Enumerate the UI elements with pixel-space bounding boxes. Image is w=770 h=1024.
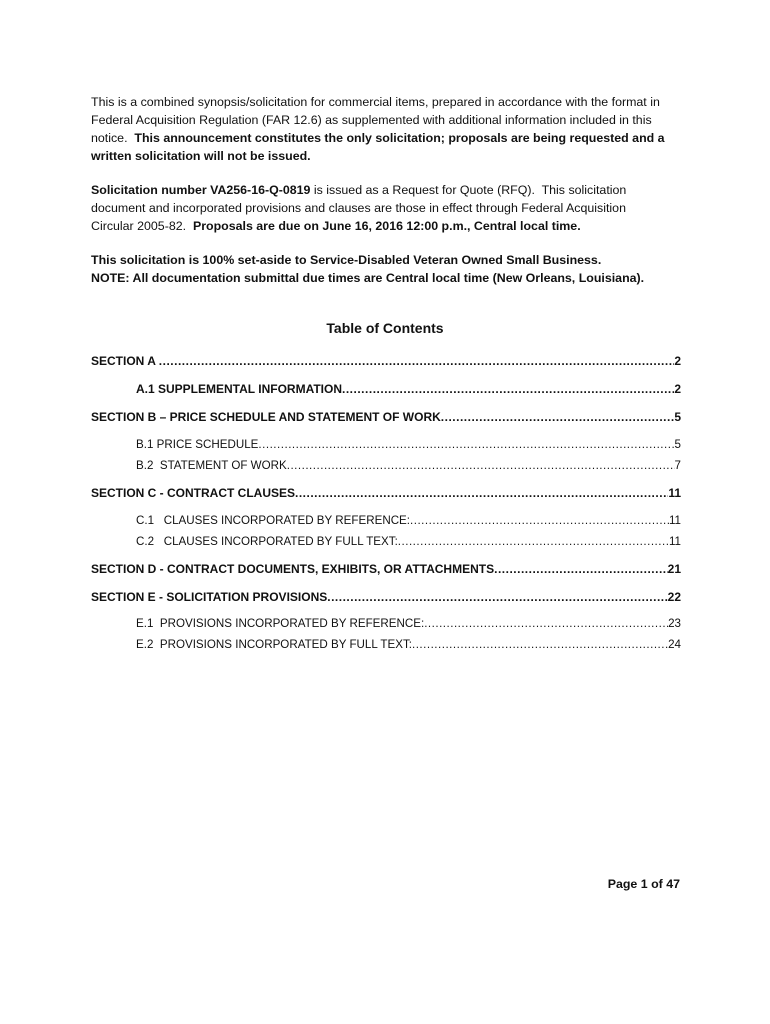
text-line: [91, 269, 691, 287]
page-number: Page 1 of 47: [607, 877, 680, 891]
text-line: [91, 129, 691, 147]
toc-entry-c2[interactable]: [136, 535, 681, 548]
toc-entry-label: E.1 PROVISIONS INCORPORATED BY REFERENCE:: [136, 617, 425, 630]
text-line: This is a combined synopsis/solicitation for commercial items, prepared in accordance with the format in: [91, 95, 660, 109]
toc-entry-label: SECTION D - CONTRACT DOCUMENTS, EXHIBITS, OR ATTACHMENTS: [91, 562, 495, 576]
intro-paragraph-solicitation-number: [91, 181, 691, 235]
bold-text-run: written solicitation will not be issued.: [91, 149, 311, 163]
toc-leader-dots: [287, 459, 675, 472]
toc-leader-dots: [258, 438, 674, 451]
toc-entry-page: 5: [674, 410, 681, 424]
toc-leader-dots: [441, 410, 675, 424]
toc-entry-label: B.1 PRICE SCHEDULE: [136, 438, 259, 451]
toc-entry-e1[interactable]: [136, 617, 681, 630]
due-date-text: Proposals are due on June 16, 2016 12:00 p.m., Central local time.: [192, 219, 581, 233]
toc-entry-page: 2: [674, 354, 681, 368]
text-line: Federal Acquisition Regulation (FAR 12.6) as supplemented with additional information included in this: [91, 113, 652, 127]
toc-entry-page: 7: [674, 459, 681, 472]
toc-leader-dots: [412, 638, 668, 651]
text-run: notice.: [91, 131, 135, 145]
toc-entry-section-c[interactable]: [91, 486, 681, 500]
intro-paragraph-synopsis: [91, 93, 691, 165]
toc-title: Table of Contents: [326, 320, 444, 336]
text-line: document and incorporated provisions and clauses are those in effect through Federal Acquisition: [91, 201, 626, 215]
toc-entry-label: SECTION C - CONTRACT CLAUSES: [91, 486, 295, 500]
toc-leader-dots: [342, 382, 674, 396]
toc-leader-dots: [159, 354, 675, 368]
toc-leader-dots: [410, 514, 669, 527]
toc-entry-page: 11: [668, 514, 681, 527]
toc-entry-c1[interactable]: [136, 514, 681, 527]
text-run: is issued as a Request for Quote (RFQ). This solicitation: [310, 183, 627, 197]
toc-entry-label: E.2 PROVISIONS INCORPORATED BY FULL TEXT:: [136, 638, 412, 651]
set-aside-notice: This solicitation is 100% set-aside to Service-Disabled Veteran Owned Small Business.: [91, 253, 602, 267]
bold-text-run: This announcement constitutes the only solicitation; proposals are being requested and a: [134, 131, 665, 145]
toc-entry-a1[interactable]: [136, 382, 681, 396]
toc-leader-dots: [494, 562, 668, 576]
toc-entry-label: C.2 CLAUSES INCORPORATED BY FULL TEXT:: [136, 535, 398, 548]
toc-entry-label: C.1 CLAUSES INCORPORATED BY REFERENCE:: [136, 514, 411, 527]
toc-leader-dots: [398, 535, 669, 548]
toc-entry-label: SECTION E - SOLICITATION PROVISIONS: [91, 590, 328, 604]
toc-entry-label: SECTION A: [91, 354, 159, 368]
toc-entry-section-e[interactable]: [91, 590, 681, 604]
toc-entry-page: 22: [667, 590, 681, 604]
text-line: [91, 147, 691, 165]
toc-entry-b1[interactable]: [136, 438, 681, 451]
toc-entry-section-d[interactable]: [91, 562, 681, 576]
text-line: [91, 251, 691, 269]
text-line: [91, 181, 691, 199]
toc-entry-label: A.1 SUPPLEMENTAL INFORMATION: [136, 382, 343, 396]
due-time-note: NOTE: All documentation submittal due times are Central local time (New Orleans, Louisiana).: [91, 271, 645, 285]
toc-entry-page: 21: [667, 562, 681, 576]
toc-leader-dots: [327, 590, 667, 604]
intro-paragraph-set-aside: [91, 251, 691, 287]
solicitation-number: Solicitation number VA256-16-Q-0819: [91, 183, 311, 197]
toc-entry-b2[interactable]: [136, 459, 681, 472]
toc-entry-page: 5: [674, 438, 681, 451]
toc-entry-page: 23: [668, 617, 681, 630]
toc-entry-page: 2: [674, 382, 681, 396]
toc-entry-section-b[interactable]: [91, 410, 681, 424]
toc-entry-page: 11: [668, 535, 681, 548]
toc-entry-label: B.2 STATEMENT OF WORK: [136, 459, 287, 472]
toc-entry-label: SECTION B – PRICE SCHEDULE AND STATEMENT OF WORK: [91, 410, 441, 424]
toc-leader-dots: [424, 617, 668, 630]
text-line: [91, 217, 691, 235]
toc-entry-page: 11: [668, 486, 681, 500]
toc-leader-dots: [295, 486, 668, 500]
toc-entry-e2[interactable]: [136, 638, 681, 651]
text-run: Circular 2005-82.: [91, 219, 193, 233]
toc-entry-page: 24: [668, 638, 681, 651]
toc-entry-section-a[interactable]: [91, 354, 681, 368]
